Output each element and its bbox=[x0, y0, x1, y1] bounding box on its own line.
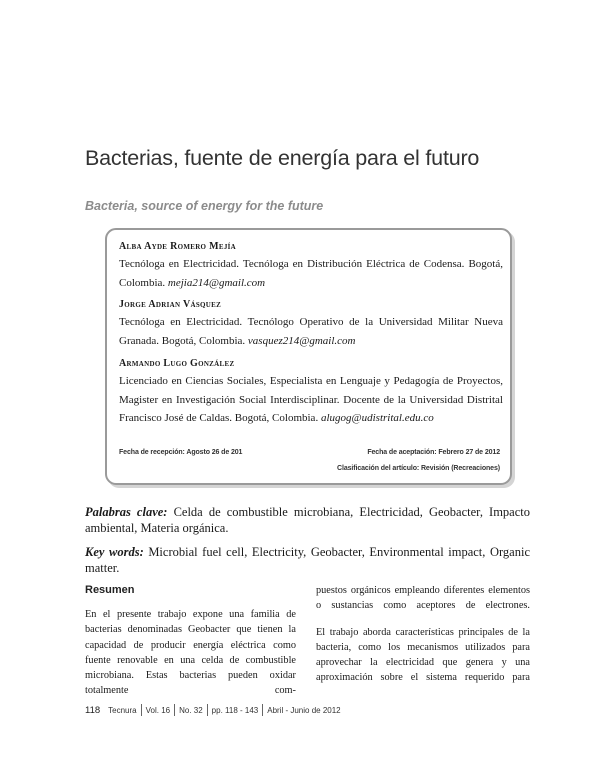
author-bio bbox=[119, 255, 503, 292]
article-classification: Clasificación del artículo: Revisión (Recreaciones) bbox=[337, 465, 500, 472]
keywords-english bbox=[85, 544, 530, 576]
journal-name: Tecnura bbox=[108, 705, 137, 715]
keywords-spanish bbox=[85, 504, 530, 536]
issue-number: No. 32 bbox=[179, 705, 203, 715]
section-heading: Resumen bbox=[85, 584, 135, 596]
divider bbox=[141, 704, 142, 716]
author-info-box bbox=[105, 228, 512, 485]
divider bbox=[262, 704, 263, 716]
author-email: alugog@udistrital.edu.co bbox=[320, 412, 434, 424]
article-subtitle: Bacteria, source of energy for the future bbox=[85, 199, 324, 213]
divider bbox=[174, 704, 175, 716]
paragraph: puestos orgánicos empleando diferentes elementos o sustancias como aceptores de electrones. bbox=[316, 585, 530, 612]
accepted-date: Fecha de aceptación: Febrero 27 de 2012 bbox=[367, 449, 500, 456]
received-date: Fecha de recepción: Agosto 26 de 201 bbox=[119, 449, 243, 456]
page-number: 118 bbox=[85, 704, 101, 716]
author-bio-text: Tecnóloga en Electricidad. Tecnólogo Operativo de la Universidad Militar Nueva Granada. Bogotá, Colombia. bbox=[119, 316, 503, 347]
author-block bbox=[119, 356, 503, 428]
author-bio bbox=[119, 372, 503, 428]
left-column bbox=[85, 607, 296, 699]
author-block bbox=[119, 297, 503, 350]
author-email: mejia214@gmail.com bbox=[167, 276, 266, 289]
author-block bbox=[119, 239, 503, 292]
author-name: Jorge Adrian Vásquez bbox=[119, 299, 222, 310]
paragraph: En el presente trabajo expone una familia de bacterias denominadas Geobacter que tienen la capacidad de producir energía eléctrica como fuente renovable en una celda de combustible microbiana. Estas bacterias pueden oxidar totalmente com- bbox=[85, 609, 296, 697]
keywords-label: Palabras clave: bbox=[85, 505, 168, 519]
keywords-text: Celda de combustible microbiana, Electricidad, Geobacter, Impacto ambiental, Materia orgánica. bbox=[85, 505, 531, 535]
keywords-text: Microbial fuel cell, Electricity, Geobacter, Environmental impact, Organic matter. bbox=[85, 545, 530, 575]
right-column bbox=[316, 583, 530, 686]
publication-period: Abril - Junio de 2012 bbox=[267, 705, 341, 715]
article-title: Bacterias, fuente de energía para el futuro bbox=[85, 146, 480, 170]
page-range: pp. 118 - 143 bbox=[211, 705, 259, 715]
author-email: vasquez214@gmail.com bbox=[247, 334, 356, 347]
keywords-label: Key words: bbox=[85, 545, 144, 559]
author-bio-text: Licenciado en Ciencias Sociales, Especialista en Lenguaje y Pedagogía de Proyectos, Magister en Investigación Social Interdisciplinar. Docente de la Universidad Distrital Francisco José de Caldas. Bogotá, Colombia. bbox=[119, 375, 503, 424]
author-name: Alba Ayde Romero Mejía bbox=[119, 241, 236, 252]
author-name: Armando Lugo González bbox=[119, 358, 235, 369]
divider bbox=[207, 704, 208, 716]
paragraph: El trabajo aborda características principales de la bacteria, como los mecanismos utilizados para aprovechar la electricidad que genera y una aproximación sobre el sistema requerido para bbox=[316, 626, 530, 684]
page-footer bbox=[85, 704, 341, 716]
volume: Vol. 16 bbox=[145, 705, 171, 715]
author-bio bbox=[119, 313, 503, 350]
author-bio-text: Tecnóloga en Electricidad. Tecnóloga en Distribución Eléctrica de Codensa. Bogotá, Colombia. bbox=[119, 258, 503, 289]
